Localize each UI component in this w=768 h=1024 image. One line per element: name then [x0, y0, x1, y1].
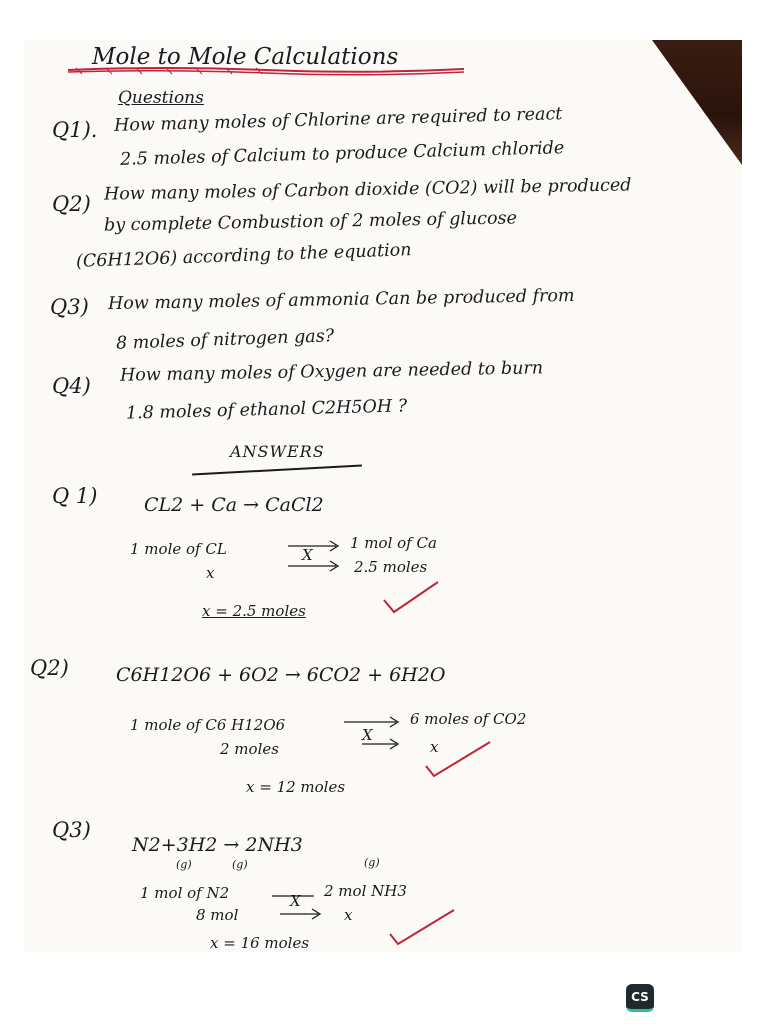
answer-2-result: x = 12 moles	[246, 778, 346, 796]
question-1-line-1: How many moles of Chlorine are required to react	[113, 104, 563, 136]
answer-3-ratio-left-bottom: 8 mol	[196, 906, 239, 924]
answer-3-equation: N2+3H2 → 2NH3	[132, 834, 303, 856]
answer-3-cross: X	[290, 892, 301, 910]
answer-1-equation: CL2 + Ca → CaCl2	[144, 494, 324, 516]
answer-3-state-1: (g)	[176, 858, 192, 871]
answer-2-ratio-left-bottom: 2 moles	[220, 740, 279, 758]
question-2-line-2: by complete Combustion of 2 moles of glucose	[103, 208, 518, 236]
answer-1-result: x = 2.5 moles	[202, 602, 306, 620]
answer-1-ratio-left-top: 1 mole of CL	[130, 540, 227, 558]
answer-2-checkmark-icon	[424, 740, 494, 780]
answer-1-arrows	[286, 538, 346, 574]
answer-3-checkmark-icon	[388, 908, 458, 948]
page-title: Mole to Mole Calculations	[92, 44, 399, 70]
answer-2-ratio-right-top: 6 moles of CO2	[410, 710, 527, 728]
question-4-line-1: How many moles of Oxygen are needed to burn	[119, 358, 544, 386]
answer-2-cross: X	[362, 726, 373, 744]
question-3-number: Q3)	[50, 295, 89, 319]
answer-3-arrows	[270, 892, 330, 922]
questions-heading: Questions	[118, 88, 204, 108]
answers-heading: ANSWERS	[230, 442, 325, 461]
answer-3-ratio-right-bottom: x	[344, 906, 353, 924]
title-underline	[66, 66, 466, 75]
camscanner-logo: CS	[626, 984, 654, 1012]
question-2-line-1: How many moles of Carbon dioxide (CO2) will be produced	[103, 175, 632, 205]
answer-1-ratio-left-bottom: x	[206, 564, 215, 582]
question-3-line-1: How many moles of ammonia Can be produced from	[107, 285, 575, 315]
answer-3-state-2: (g)	[232, 858, 248, 871]
question-2-number: Q2)	[52, 192, 91, 216]
answer-3-number: Q3)	[52, 818, 91, 842]
page-corner-shadow	[652, 40, 742, 165]
notebook-page	[24, 40, 742, 952]
answer-1-cross: X	[302, 546, 313, 564]
answer-3-ratio-left-top: 1 mol of N2	[140, 884, 230, 902]
answer-3-ratio-right-top: 2 mol NH3	[324, 882, 407, 900]
answer-2-ratio-left-top: 1 mole of C6 H12O6	[130, 716, 286, 734]
question-1-line-2: 2.5 moles of Calcium to produce Calcium chloride	[119, 138, 565, 170]
answers-heading-underline	[192, 465, 362, 476]
answer-1-ratio-right-bottom: 2.5 moles	[354, 558, 428, 576]
answer-3-state-3: (g)	[364, 856, 380, 869]
answer-1-checkmark-icon	[382, 580, 442, 616]
question-1-number: Q1).	[52, 118, 98, 142]
answer-2-arrows	[342, 716, 406, 752]
answer-1-ratio-right-top: 1 mol of Ca	[350, 534, 437, 552]
answer-2-equation: C6H12O6 + 6O2 → 6CO2 + 6H2O	[116, 664, 446, 686]
answer-1-number: Q 1)	[52, 484, 98, 508]
answer-2-number: Q2)	[30, 656, 69, 680]
question-2-line-3: (C6H12O6) according to the equation	[75, 240, 412, 272]
answer-2-ratio-right-bottom: x	[430, 738, 439, 756]
question-4-number: Q4)	[52, 374, 91, 398]
answer-3-result: x = 16 moles	[210, 934, 310, 952]
question-3-line-2: 8 moles of nitrogen gas?	[115, 326, 335, 354]
question-4-line-2: 1.8 moles of ethanol C2H5OH ?	[125, 396, 408, 424]
